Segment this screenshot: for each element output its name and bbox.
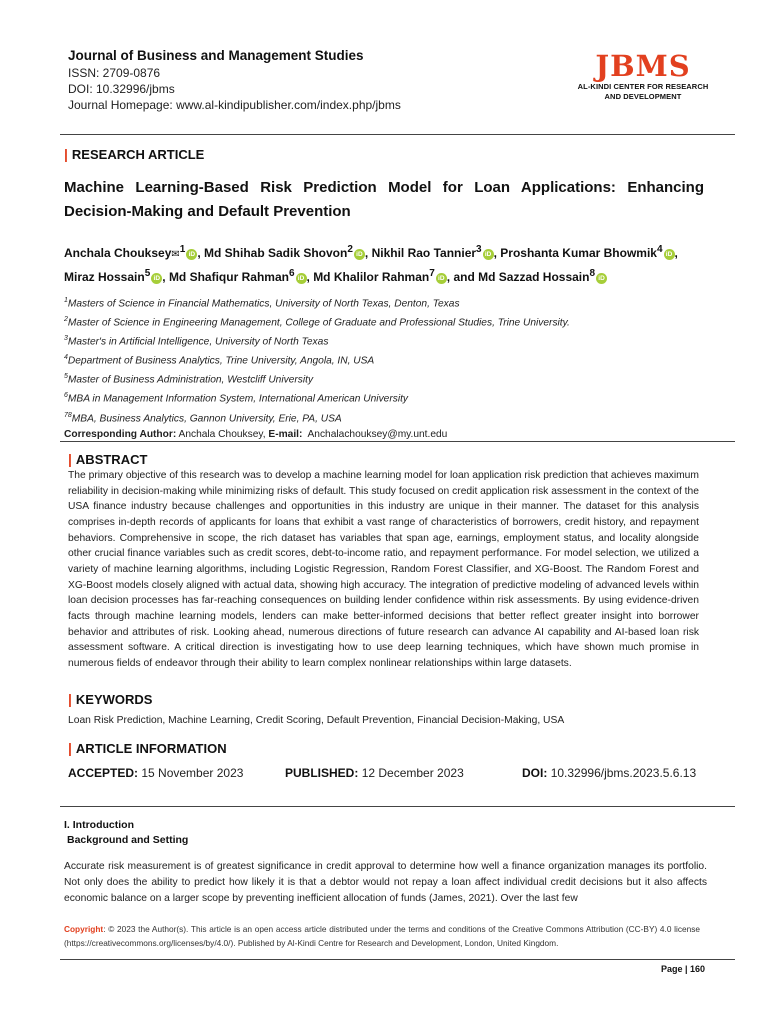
article-doi[interactable]: DOI: 10.32996/jbms.2023.5.6.13 xyxy=(522,766,697,780)
abstract-text: The primary objective of this research was to develop a machine learning model for loan application risk prediction that achieves maximum reliability in decision-making while minimizing risks of default. This study focused on credit application risk assessment in the context of the USA finance industry because challenges and opportunities in this industry are unique in their manner. The dataset for this analysis comprises in-depth records of applicants for loans that exhibit a vast range of characteristics of borrowers, credit history, and repayment behaviors. Comprehensive in scope, the rich dataset has variables that span age, earnings, employment status, and locality alongside other crucial finance variables such as credit scores, debt-to-income ratio, and repayment performance. For model selection, we utilized a variety of machine learning algorithms, including Logistic Regression, Random Forest Classifier, and XG-Boost. The Random Forest and XG-Boost models closely aligned with actual data, showing high accuracy. The integration of predictive modeling of advanced levels within loan decision processes has far-reaching consequences on building lender confidence within risk assessments. By using evidence-driven facts through machine learning models, lenders can make better-informed decisions that better reflect greater insight into borrower behavior and attributes of risk. Looking ahead, numerous directions of future research can advance AI capability and AI-based loan risk assessment software. A critical direction is investigating how to use deep learning techniques, which have shown much promise in numerous fields of endeavor through their ability to learn complex nonlinear relationships within large datasets. xyxy=(68,470,699,669)
journal-issn: ISSN: 2709-0876 xyxy=(68,66,161,80)
copyright-label: Copyright xyxy=(64,924,104,934)
intro-subheading: Background and Setting xyxy=(67,834,189,846)
orcid-icon[interactable]: iD xyxy=(436,273,447,284)
article-info-heading: | ARTICLE INFORMATION xyxy=(68,740,227,756)
article-info-section xyxy=(68,740,708,780)
keywords-section xyxy=(68,691,699,726)
affiliation: $^6$MBA in Management Information System, International American University xyxy=(64,392,409,405)
published-date: PUBLISHED: 12 December 2023 xyxy=(285,766,464,780)
keywords-heading: | KEYWORDS xyxy=(68,691,153,707)
intro-text: Accurate risk measurement is of greatest significance in credit approval to determine how well a finance organization manages its portfolio. Not only does the ability to predict how likely it is that a debtor would not repay a loan affect individual credit decisions but it also affects economic balance on a larger scope by preventing inefficient allocation of funds (James, 2021). Over the last few xyxy=(64,861,707,904)
orcid-icon[interactable]: iD xyxy=(186,249,197,260)
abstract-section xyxy=(68,451,699,672)
section-bar-icon: | xyxy=(68,740,72,756)
article-type-label: RESEARCH ARTICLE xyxy=(71,146,205,162)
author: and Md Sazzad Hossain$^8$ iD xyxy=(453,270,607,284)
journal-homepage[interactable]: Journal Homepage: www.al-kindipublisher.com/index.php/jbms xyxy=(68,98,401,112)
journal-header xyxy=(68,46,718,116)
journal-title: Journal of Business and Management Studies xyxy=(68,48,364,63)
mail-icon[interactable]: ✉ xyxy=(171,249,180,260)
article-type xyxy=(64,146,204,162)
article-title: Machine Learning-Based Risk Prediction Model for Loan Applications: Enhancing Decision-Making and Default Prevention xyxy=(64,179,704,220)
section-bar-icon: | xyxy=(68,451,72,467)
affiliation: $^3$Master's in Artificial Intelligence, University of North Texas xyxy=(64,335,329,348)
affiliation: $^{78}$MBA, Business Analytics, Gannon University, Erie, PA, USA xyxy=(64,411,342,424)
affiliation: $^1$Masters of Science in Financial Mathematics, University of North Texas, Denton, Texas xyxy=(64,297,460,310)
abstract-heading: | ABSTRACT xyxy=(68,451,148,467)
affiliations xyxy=(64,293,704,442)
author: Nikhil Rao Tannier$^3$ iD , xyxy=(371,244,501,260)
author: Anchala Chouksey✉$^1$ iD , xyxy=(64,244,204,260)
author-list xyxy=(64,240,724,287)
orcid-icon[interactable]: iD xyxy=(596,273,607,284)
copyright-notice: Copyright: © 2023 the Author(s). This article is an open access article distributed under the terms and conditions of the Creative Commons Attribution (CC-BY) 4.0 license (https://creativecommons.org/licenses/by/4.0/). Published by Al-Kindi Centre for Research and Development, London, United Kingdom. xyxy=(64,924,700,949)
author: Md Khalilor Rahman$^7$ iD , xyxy=(313,268,454,284)
orcid-icon[interactable]: iD xyxy=(296,273,307,284)
section-bar-icon: | xyxy=(68,691,72,707)
author: Md Shihab Sadik Shovon$^2$ iD , xyxy=(204,244,372,260)
orcid-icon[interactable]: iD xyxy=(483,249,494,260)
logo-mark: JBMS xyxy=(595,49,691,83)
corresponding-email[interactable]: Anchalachouksey@my.unt.edu xyxy=(307,428,448,440)
affiliation: $^2$Master of Science in Engineering Management, College of Graduate and Professional Studies, Trine University. xyxy=(64,316,570,329)
author: Proshanta Kumar Bhowmik$^4$ iD , xyxy=(500,244,678,260)
author: Miraz Hossain$^5$ iD , xyxy=(64,268,169,284)
affiliation: $^5$Master of Business Administration, Westcliff University xyxy=(64,373,314,386)
logo-sub-line2: AND DEVELOPMENT xyxy=(604,92,682,101)
info-rule xyxy=(60,806,735,807)
introduction-section xyxy=(64,818,707,907)
footer-rule xyxy=(60,959,735,960)
author: Md Shafiqur Rahman$^6$ iD , xyxy=(168,268,314,284)
abstract-rule xyxy=(60,441,735,442)
logo-sub-line1: AL-KINDI CENTER FOR RESEARCH xyxy=(577,82,709,91)
corresponding-author: Corresponding Author: Anchala Chouksey, E-mail: Anchalachouksey@my.unt.edu xyxy=(64,428,448,440)
accepted-date: ACCEPTED: 15 November 2023 xyxy=(68,766,244,780)
orcid-icon[interactable]: iD xyxy=(664,249,675,260)
intro-heading: I. Introduction xyxy=(64,819,134,831)
jbms-logo xyxy=(568,50,718,102)
journal-doi: DOI: 10.32996/jbms xyxy=(68,82,175,96)
article-info-row xyxy=(68,766,708,780)
page-number: Page | 160 xyxy=(660,964,705,974)
keywords-text: Loan Risk Prediction, Machine Learning, Credit Scoring, Default Prevention, Financial Decision-Making, USA xyxy=(68,715,565,726)
affiliation: $^4$Department of Business Analytics, Trine University, Angola, IN, USA xyxy=(64,354,375,367)
section-bar-icon: | xyxy=(64,146,68,162)
orcid-icon[interactable]: iD xyxy=(151,273,162,284)
orcid-icon[interactable]: iD xyxy=(354,249,365,260)
header-rule xyxy=(60,134,735,135)
